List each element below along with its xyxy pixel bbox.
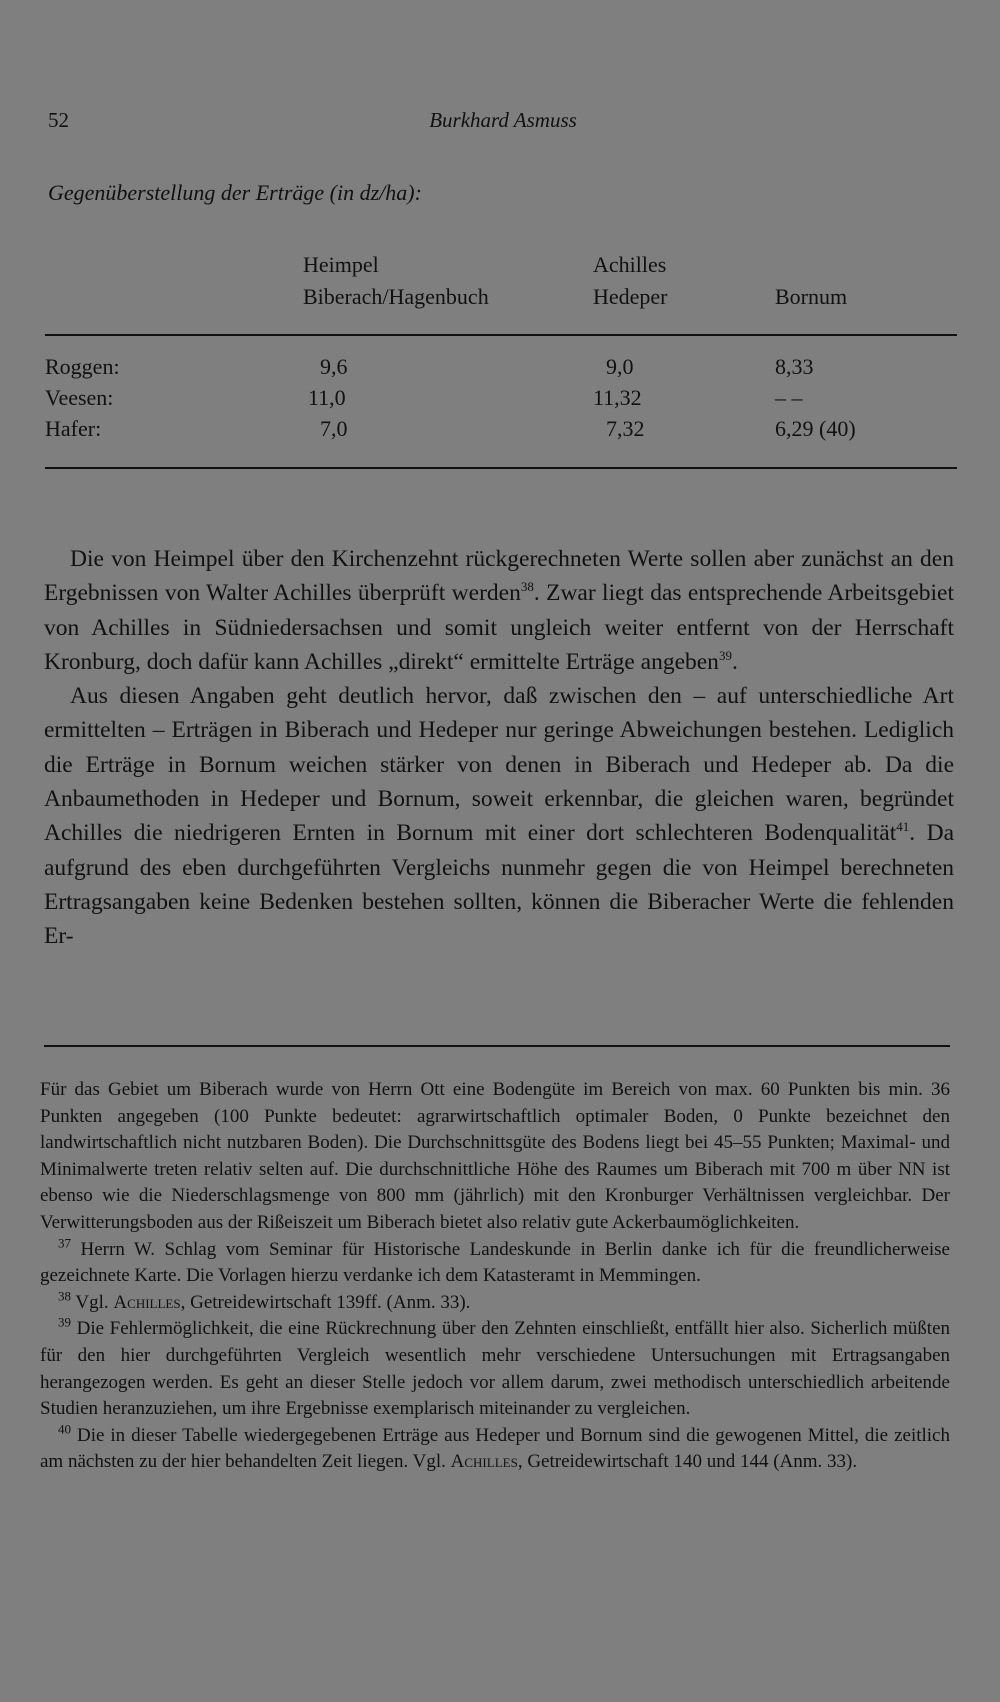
footnote-39: $^{39}$ Die Fehlermöglichkeit, die eine Rückrechnung über den Zehnten einschließt, entfällt hier also. Sicherlich müßten für den hier durchgeführten Vergleich wesentlich mehr verschiedene Untersuchungen mit Ertragsangaben herangezogen werden. Es geht an dieser Stelle jedoch vor allem darum, zwei methodisch unterschiedlich arbeitende Studien heranzuziehen, um ihre Ergebnisse exemplarisch miteinander zu vergleichen. xyxy=(40,1315,950,1420)
cell-bornum: 6,29 (40) xyxy=(775,416,856,441)
table-bottom-rule xyxy=(45,467,957,469)
footnote-40: $^{40}$ Die in dieser Tabelle wiedergegebenen Erträge aus Hedeper und Bornum sind die gewogenen Mittel, die zeitlich am nächsten zu der hier behandelten Zeit liegen. Vgl. Achilles, Getreidewirtschaft 140 und 144 (Anm. 33). xyxy=(40,1421,950,1473)
footnote-ref: 41 xyxy=(896,819,910,835)
table-header-row-2 xyxy=(45,284,957,316)
footnote-continuation: Für das Gebiet um Biberach wurde von Herrn Ott eine Bodengüte im Bereich von max. 60 Punkten bis min. 36 Punkten angegeben (100 Punkte bedeutet: agrarwirtschaftlich optimaler Boden, 0 Punkte bezeichnet den landwirtschaftlich nicht nutzbaren Boden). Die Durchschnittsgüte des Bodens liegt bei 45–55 Punkten; Maximal- und Minimalwerte treten relativ selten auf. Die durchschnittliche Höhe des Raumes um Biberach mit 700 m über NN ist ebenso wie die Niederschlagsmenge von 800 mm (jährlich) mit den Kronburger Verhältnissen vergleichbar. Der Verwitterungsboden aus der Rißeiszeit um Biberach bietet also relativ gute Ackerbaumöglichkeiten. xyxy=(40,1079,950,1233)
table-row xyxy=(45,416,957,447)
footnote-38: $^{38}$ Vgl. Achilles, Getreidewirtschaft 139ff. (Anm. 33). xyxy=(58,1288,471,1313)
cell-heimpel: 7,0 xyxy=(320,416,348,441)
table-top-rule xyxy=(45,334,957,336)
running-head: Burkhard Asmuss xyxy=(429,108,577,132)
col-header-biberach: Biberach/Hagenbuch xyxy=(303,284,489,309)
col-header-bornum: Bornum xyxy=(775,284,848,309)
col-header-heimpel: Heimpel xyxy=(303,252,379,277)
footnotes xyxy=(40,1077,950,1476)
cell-hedeper: 7,32 xyxy=(606,416,645,441)
cell-hedeper: 9,0 xyxy=(606,354,634,379)
body-text xyxy=(44,542,954,954)
table-row xyxy=(45,354,957,385)
table-caption: Gegenüberstellung der Erträge (in dz/ha): xyxy=(48,180,422,205)
cell-heimpel: 9,6 xyxy=(320,354,348,379)
col-header-hedeper: Hedeper xyxy=(593,284,668,309)
footnote-37: $^{37}$ Herrn W. Schlag vom Seminar für Historische Landeskunde in Berlin danke ich für die freundlicherweise gezeichnete Karte. Die Vorlagen hierzu verdanke ich dem Katasteramt in Memmingen. xyxy=(40,1235,950,1287)
row-label: Roggen: xyxy=(45,354,120,379)
row-label: Veesen: xyxy=(45,385,114,410)
cell-hedeper: 11,32 xyxy=(593,385,642,410)
paragraph: Aus diesen Angaben geht deutlich hervor, daß zwischen den – auf unterschiedliche Art ermittelten – Erträgen in Biberach und Hedeper nur geringe Abweichungen bestehen. Lediglich die Erträge in Bornum weichen stärker von denen in Biberach und Hedeper ab. Da die Anbaumethoden in Hedeper und Bornum, soweit erkennbar, die gleichen waren, begründet Achilles die niedrigeren Ernten in Bornum mit einer dort schlechteren Bodenqualität$^{41}$. Da aufgrund des eben durchgeführten Vergleichs nunmehr gegen die von Heimpel berechneten Ertragsangaben keine Bedenken bestehen sollten, können die Biberacher Werte die fehlenden Er- xyxy=(44,683,954,950)
cell-bornum: 8,33 xyxy=(775,354,814,379)
cell-bornum: – – xyxy=(775,385,803,410)
paragraph: Die von Heimpel über den Kirchenzehnt rückgerechneten Werte sollen aber zunächst an den Ergebnissen von Walter Achilles überprüft werden$^{38}$. Zwar liegt das entsprechende Arbeitsgebiet von Achilles in Südniedersachsen und somit ungleich weiter entfernt von der Herrschaft Kronburg, doch dafür kann Achilles „direkt“ ermittelte Erträge angeben$^{39}$. xyxy=(44,546,954,675)
footnote-ref: 38 xyxy=(520,579,534,595)
row-label: Hafer: xyxy=(45,416,102,441)
col-header-achilles: Achilles xyxy=(593,252,667,277)
table-row xyxy=(45,385,957,416)
footnote-ref: 39 xyxy=(718,648,732,664)
footnote-separator xyxy=(44,1045,950,1047)
table-body xyxy=(45,354,957,447)
page-number: 52 xyxy=(48,108,69,132)
cell-heimpel: 11,0 xyxy=(308,385,346,410)
yield-table xyxy=(45,252,957,441)
table-header-row-1 xyxy=(45,252,957,284)
